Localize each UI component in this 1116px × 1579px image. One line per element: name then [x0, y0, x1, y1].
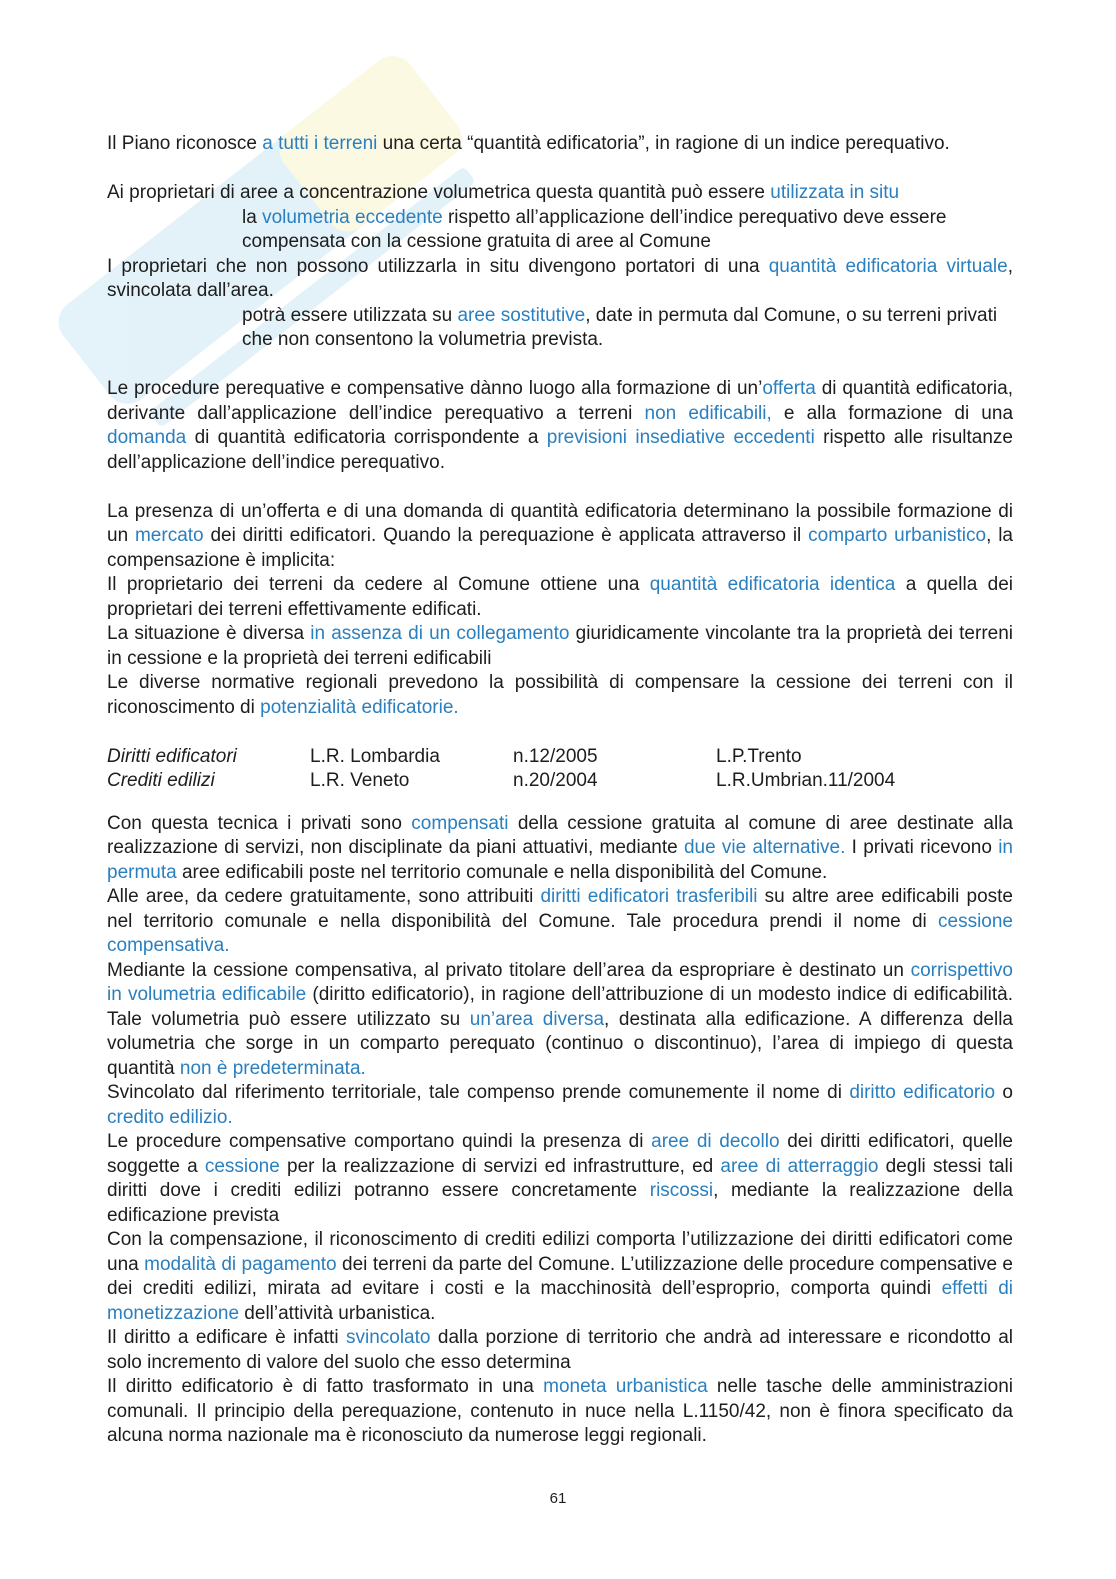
- paragraph-16: [107, 1228, 1013, 1326]
- text-run: (diritto edificatorio), in ragione dell’attribuzione di un modesto indice di edificabilità. Tale volumetria può essere utilizzato su: [107, 984, 1013, 1030]
- text-run: La situazione è diversa: [107, 623, 311, 644]
- highlighted-term: volumetria eccedente: [262, 206, 443, 228]
- text-run: Il diritto a edificare è infatti: [107, 1327, 346, 1348]
- text-run: giuridicamente vincolante tra la proprietà dei terreni in cessione e la proprietà dei terreni edificabili: [107, 623, 1013, 669]
- highlighted-term: svincolato: [345, 1327, 431, 1348]
- text-run: Il Piano riconosce: [107, 133, 263, 154]
- text-run: Svincolato dal riferimento territoriale, tale compenso prende comunemente il nome di: [107, 1082, 850, 1103]
- text-run: aree edificabili poste nel territorio comunale e nella disponibilità del Comune.: [176, 861, 828, 883]
- highlighted-term: mercato: [134, 525, 204, 546]
- highlighted-term: non edificabili,: [644, 402, 772, 424]
- text-run: per la realizzazione di servizi ed infrastrutture, ed: [279, 1155, 721, 1177]
- text-run: I privati ricevono: [845, 837, 999, 858]
- highlighted-term: modalità di pagamento: [144, 1253, 337, 1275]
- highlighted-term: previsioni insediative eccedenti: [546, 427, 815, 448]
- paragraph-17: [107, 1326, 1013, 1375]
- legal-law-1: L.R. Lombardia: [310, 745, 440, 767]
- paragraph-10: [107, 671, 1013, 720]
- text-run: rispetto alle risultanze dell’applicazione dell’indice perequativo.: [107, 427, 1013, 473]
- text-run: su altre aree edificabili poste nel territorio comunale e nella disponibilità del Comune. Tale procedura prendi il nome di: [107, 886, 1013, 932]
- text-run: , date in permuta dal Comune, o su terreni privati che non consentono la volumetria prevista.: [242, 304, 998, 350]
- text-run: Il diritto edificatorio è di fatto trasformato in una: [107, 1376, 544, 1397]
- paragraph-7: [107, 500, 1013, 574]
- highlighted-term: un’area diversa: [469, 1008, 605, 1030]
- text-run: I proprietari che non possono utilizzarla in situ divengono portatori di una: [107, 255, 769, 277]
- text-run: Le procedure compensative comportano quindi la presenza di: [107, 1131, 652, 1152]
- legal-number-1: n.12/2005: [513, 745, 598, 767]
- highlighted-term: aree di decollo: [651, 1131, 780, 1152]
- highlighted-term: in assenza di un collegamento: [310, 623, 570, 644]
- highlighted-term: cessione: [204, 1155, 280, 1177]
- text-run: Con questa tecnica i privati sono: [107, 812, 412, 834]
- text-run: Alle aree, da cedere gratuitamente, sono attribuiti: [107, 886, 541, 907]
- paragraph-11: [107, 812, 1013, 886]
- highlighted-term: diritto edificatorio: [849, 1082, 996, 1103]
- text-run: , la compensazione è implicita:: [107, 525, 1013, 571]
- text-run: degli stessi tali diritti dove i crediti edilizi potranno essere concretamente: [107, 1155, 1013, 1201]
- highlighted-term: in permuta: [107, 837, 1013, 883]
- text-run: dei terreni da parte del Comune. L’utilizzazione delle procedure compensative e dei crediti edilizi, mirata ad evitare i costi e la macchinosità dell’esproprio, comporta quindi: [107, 1253, 1014, 1299]
- paragraph-15: [107, 1130, 1013, 1228]
- text-run: Ai proprietari di aree a concentrazione volumetrica questa quantità può essere: [107, 182, 771, 203]
- text-run: la: [242, 206, 263, 228]
- highlighted-term: due vie alternative.: [683, 837, 846, 858]
- legal-other-1: L.P.Trento: [716, 745, 802, 767]
- text-run: Il proprietario dei terreni da cedere al Comune ottiene una: [107, 574, 650, 595]
- paragraph-4: [107, 255, 1013, 304]
- highlighted-term: potenzialità edificatorie.: [260, 696, 459, 718]
- paragraph-3: [107, 206, 1013, 255]
- text-run: e alla formazione di una: [771, 402, 1014, 424]
- highlighted-term: moneta urbanistica: [543, 1376, 708, 1397]
- text-run: Con la compensazione, il riconoscimento di crediti edilizi comporta l’utilizzazione dei diritti edificatori come una: [107, 1229, 1013, 1275]
- text-run: dei diritti edificatori, quelle soggette a: [107, 1131, 1013, 1177]
- highlighted-term: cessione compensativa.: [107, 910, 1013, 956]
- legal-term-2: Crediti edilizi: [107, 770, 215, 791]
- text-run: dalla porzione di territorio che andrà ad interessare e ricondotto al solo incremento di valore del suolo che esso determina: [107, 1327, 1013, 1373]
- legal-other-2: L.R.Umbrian.11/2004: [716, 770, 896, 791]
- text-run: Mediante la cessione compensativa, al privato titolare dell’area da espropriare è destinato un: [107, 959, 911, 981]
- paragraph-14: [107, 1081, 1013, 1130]
- text-run: Le diverse normative regionali prevedono la possibilità di compensare la cessione dei terreni con il riconoscimento di: [107, 672, 1013, 718]
- highlighted-term: offerta: [762, 378, 816, 399]
- paragraph-5: [107, 304, 1013, 353]
- text-run: a quella dei proprietari dei terreni effettivamente edificati.: [107, 574, 1014, 620]
- text-run: La presenza di un’offerta e di una domanda di quantità edificatoria determinano la possibile formazione di un: [107, 500, 1013, 546]
- highlighted-term: aree sostitutive: [457, 304, 586, 326]
- text-run: o: [995, 1082, 1013, 1103]
- text-run: rispetto all’applicazione dell’indice perequativo deve essere compensata con la cessione gratuita di aree al Comune: [242, 206, 947, 252]
- highlighted-term: comparto urbanistico: [808, 525, 987, 546]
- text-run: , mediante la realizzazione della edificazione prevista: [107, 1180, 1013, 1226]
- highlighted-term: credito edilizio.: [107, 1106, 233, 1128]
- legal-number-2: n.20/2004: [513, 770, 598, 791]
- highlighted-term: diritti edificatori trasferibili: [540, 886, 758, 907]
- highlighted-term: compensati: [411, 812, 509, 834]
- text-run: dell’attività urbanistica.: [239, 1302, 436, 1324]
- text-run: una certa “quantità edificatoria”, in ragione di un indice perequativo.: [377, 133, 950, 154]
- page-number: 61: [549, 1490, 567, 1507]
- highlighted-term: utilizzata in situ: [770, 182, 900, 203]
- highlighted-term: quantità edificatoria virtuale: [768, 255, 1008, 277]
- highlighted-term: a tutti i terreni: [262, 133, 378, 154]
- paragraph-8: [107, 573, 1013, 622]
- paragraph-9: [107, 622, 1013, 671]
- paragraph-18: [107, 1375, 1013, 1449]
- legal-law-2: L.R. Veneto: [310, 770, 410, 791]
- highlighted-term: domanda: [107, 427, 187, 448]
- highlighted-term: riscossi: [649, 1180, 714, 1201]
- text-run: dei diritti edificatori. Quando la perequazione è applicata attraverso il: [203, 525, 809, 546]
- highlighted-term: non è predeterminata.: [179, 1057, 366, 1079]
- document-body: [107, 132, 1013, 1449]
- highlighted-term: effetti di monetizzazione: [107, 1278, 1013, 1324]
- highlighted-term: quantità edificatoria identica: [649, 574, 896, 595]
- text-run: della cessione gratuita al comune di aree destinate alla realizzazione di servizi, non disciplinate da piani attuativi, mediante: [107, 812, 1013, 858]
- text-run: Le procedure perequative e compensative dànno luogo alla formazione di un’: [107, 378, 763, 399]
- paragraph-6: [107, 377, 1013, 475]
- paragraph-1: [107, 132, 1013, 157]
- text-run: di quantità edificatoria corrispondente a: [186, 427, 547, 448]
- text-run: potrà essere utilizzata su: [242, 304, 458, 326]
- highlighted-term: corrispettivo in volumetria edificabile: [107, 959, 1013, 1005]
- text-run: nelle tasche delle amministrazioni comunali. Il principio della perequazione, contenuto in nuce nella L.1150/42, non è finora specificato da alcuna norma nazionale ma è riconosciuto da numerose leggi regionali.: [107, 1376, 1013, 1446]
- paragraph-13: [107, 959, 1013, 1082]
- text-run: di quantità edificatoria, derivante dall’applicazione dell’indice perequativo a terreni: [107, 378, 1013, 424]
- paragraph-12: [107, 885, 1013, 959]
- text-run: , destinata alla edificazione. A differenza della volumetria che sorge in un comparto perequato (continuo o discontinuo), l’area di impiego di questa quantità: [107, 1008, 1013, 1079]
- text-run: , svincolata dall’area.: [107, 255, 1013, 301]
- paragraph-2: [107, 181, 1013, 206]
- highlighted-term: aree di atterraggio: [720, 1155, 879, 1177]
- legal-term-1: Diritti edificatori: [107, 745, 237, 767]
- legal-references-table: [107, 745, 1013, 794]
